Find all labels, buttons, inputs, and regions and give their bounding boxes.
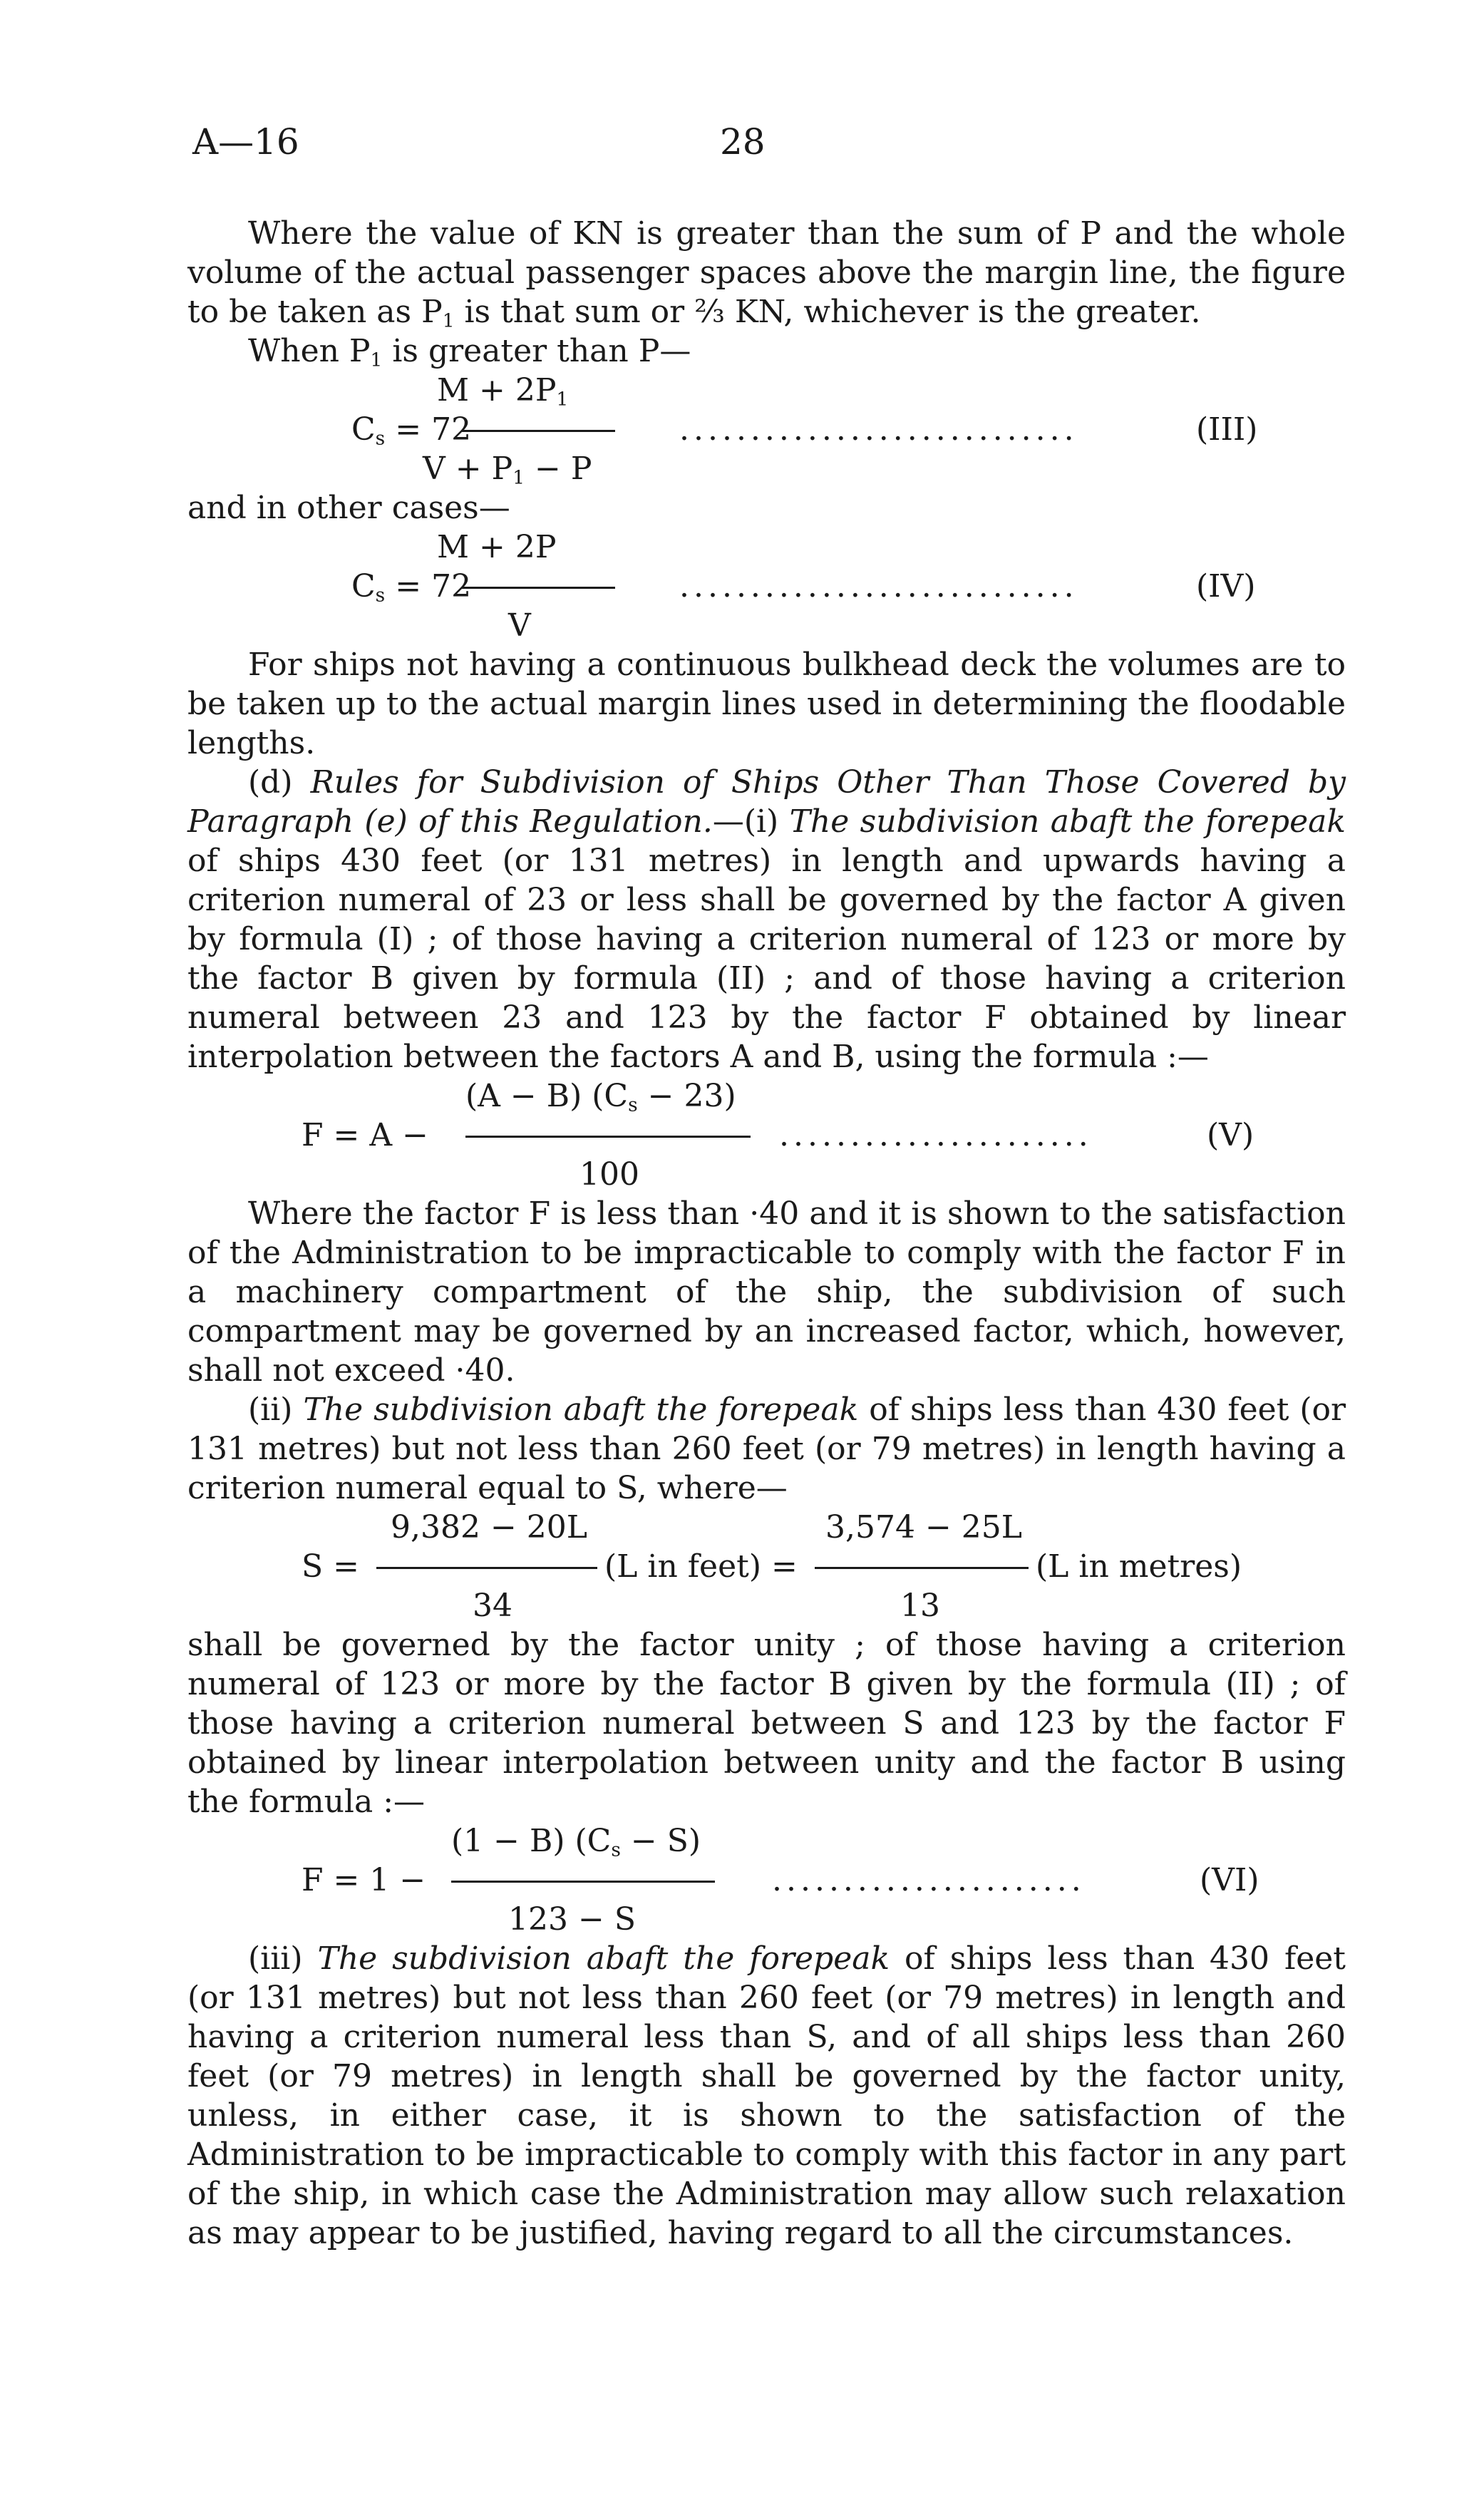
formula-s [187,1508,1346,1625]
paragraph-factor-unity: shall be governed by the factor unity ; of those having a criterion numeral of 123 or more by the factor B given by the formula (II) ; of those having a criterion numeral between S and 123 by the factor F obtained by linear interpolation between unity and the factor B using the formula :— [187,1627,1346,1820]
paragraph-rules-subdivision: (d) Rules for Subdivision of Ships Other Than Those Covered by Paragraph (e) of this Regulation.—(i) The subdivision abaft the forepeak of ships 430 feet (or 131 metres) in length and upwards having a criterion numeral of 23 or less shall be governed by the factor A given by formula (I) ; of those having a criterion numeral of 123 or more by the factor B given by formula (II) ; and of those having a criterion numeral between 23 and 123 by the factor F obtained by linear interpolation between the factors A and B, using the formula :— [187,764,1346,1075]
paragraph-bulkhead-deck: For ships not having a continuous bulkhead deck the volumes are to be taken up to the actual margin lines used in determining the floodable lengths. [187,647,1346,761]
formula-v-denominator: 100 [579,1156,639,1193]
formula-vi-denominator: 123 − S [508,1901,636,1938]
formula-iv-lhs: $C_s = 72$ [351,568,472,607]
paragraph-subdivision-ii: (ii) The subdivision abaft the forepeak of ships less than 430 feet (or 131 metres) but not less than 260 feet (or 79 metres) in length having a criterion numeral equal to S, where— [187,1392,1346,1506]
paragraph-kn-value: Where the value of KN is greater than the sum of P and the whole volume of the actual passenger spaces above the margin line, the figure to be taken as $P_1$ is that sum or ⅔ KN, whichever is the greater. [187,215,1346,332]
formula-v-leader: ...................... [779,1117,1093,1153]
formula-v-lhs: F = A − [302,1117,428,1153]
formula-vi-label: (VI) [1200,1862,1259,1898]
formula-s-right: (L in metres) [1036,1548,1242,1585]
formula-v-label: (V) [1207,1117,1254,1153]
formula-s-numerator-feet: 9,382 − 20L [391,1509,588,1546]
formula-iii [187,371,1346,488]
document-body [187,214,1346,2253]
formula-s-fraction-bar-metres [815,1567,1029,1569]
page-number: 28 [720,121,766,163]
formula-vi-lhs: F = 1 − [302,1862,426,1898]
formula-iii-leader: ............................ [679,411,1078,448]
formula-iv-numerator: M + 2P [437,529,557,565]
formula-v-numerator: (A − B) $(C_s - 23)$ [465,1078,736,1116]
paragraph-subdivision-iii: (iii) The subdivision abaft the forepeak of ships less than 430 feet (or 131 metres) but not less than 260 feet (or 79 metres) in length and having a criterion numeral less than S, and of all ships less than 260 feet (or 79 metres) in length shall be governed by the factor unity, unless, in either case, it is shown to the satisfaction of the Administration to be impracticable to comply with this factor in any part of the ship, in which case the Administration may allow such relaxation as may appear to be justified, having regard to all the circumstances. [187,1940,1346,2251]
formula-s-lhs: S = [302,1548,359,1585]
formula-s-fraction-bar-feet [376,1567,597,1569]
formula-s-middle: (L in feet) = [604,1548,798,1585]
formula-s-numerator-metres: 3,574 − 25L [825,1509,1023,1546]
paragraph-factor-less: Where the factor F is less than ·40 and it is shown to the satisfaction of the Administration to be impracticable to comply with the factor F in a machinery compartment of the ship, the subdivision of such compartment may be governed by an increased factor, which, however, shall not exceed ·40. [187,1195,1346,1389]
paragraph-other-cases: and in other cases— [187,490,510,526]
formula-iv-denominator: V [508,607,531,644]
paragraph-when-p1: When $P_1$ is greater than P— [248,333,691,371]
formula-s-denominator-feet: 34 [473,1588,512,1624]
formula-iv-leader: ............................ [679,568,1078,605]
document-reference: A—16 [192,121,299,163]
formula-vi-numerator: (1 − B) $(C_s - S)$ [451,1823,701,1861]
formula-iv-fraction-bar [462,587,615,589]
formula-v [187,1076,1346,1194]
formula-iii-numerator: $M + 2P_1$ [437,372,569,411]
formula-vi-leader: ...................... [772,1862,1086,1898]
formula-iv [187,528,1346,645]
formula-iii-fraction-bar [462,430,615,432]
formula-iii-label: (III) [1196,411,1258,448]
formula-iii-lhs: $C_s = 72$ [351,411,472,450]
formula-iv-label: (IV) [1196,568,1256,605]
formula-v-fraction-bar [465,1136,751,1138]
formula-vi-fraction-bar [451,1881,715,1883]
formula-s-denominator-metres: 13 [900,1588,940,1624]
formula-iii-denominator: $V + P_1 - P$ [423,451,592,489]
formula-vi [187,1821,1346,1939]
